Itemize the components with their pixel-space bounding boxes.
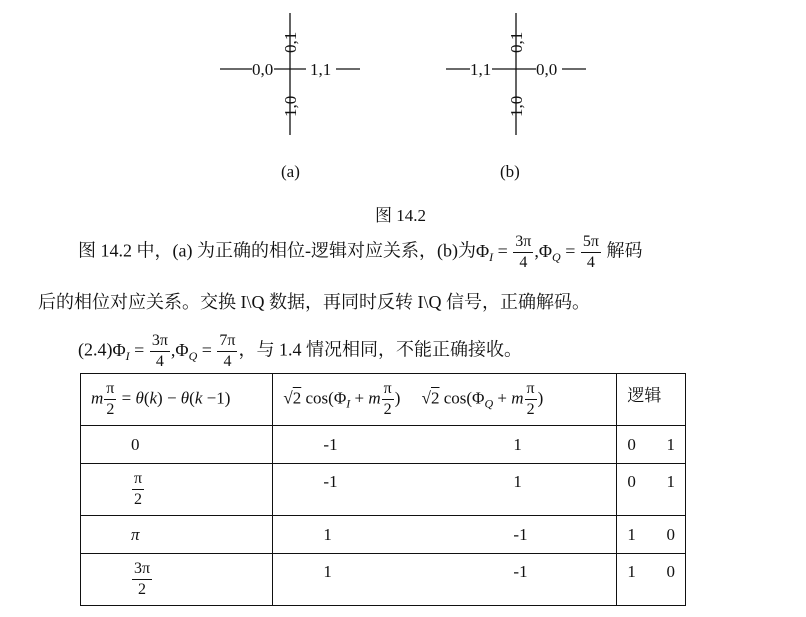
bit-1: 1 [627,561,636,581]
i-value: 1 [323,524,332,544]
phase-logic-table [80,373,686,606]
phase-cell: π [131,524,140,544]
bit-1: 0 [627,434,636,454]
phi-i-denominator-2: 4 [155,353,164,370]
table-row [81,464,686,516]
paragraph-1-tail: 解码 [606,240,643,261]
paragraph-2-tail: ，与 1.4 情况相同，不能正确接收。 [238,339,522,360]
label-right: 1,1 [310,60,332,79]
label-left: 0,0 [252,60,274,79]
bit-2: 0 [666,561,675,581]
label-bottom: 1,0 [281,95,300,117]
header-phase-difference: m $\frac{\pi}{2}$ = θ(k) − θ(k −1) [81,374,273,426]
phase-fraction: $\frac{3\pi}{2}$ [134,560,151,598]
paragraph-2-prefix: (2.4) [78,339,113,360]
phi-i-denominator: 4 [519,254,528,271]
phi-q-denominator-2: 4 [223,353,232,370]
i-value: -1 [323,471,338,491]
constellation-diagram-a [210,5,370,140]
q-value: -1 [513,561,528,581]
bit-2: 0 [666,524,675,544]
table-header-row [81,374,686,426]
paragraph-1-lead: 图 14.2 中，(a) 为正确的相位-逻辑对应关系，(b)为 [78,240,476,261]
i-value: -1 [323,434,338,454]
paragraph-2 [78,333,522,370]
figure-title: 图 14.2 [375,206,426,225]
phase-cell: 0 [131,434,140,454]
header-logic: 逻辑 [617,374,686,426]
caption-a: (a) [281,162,300,181]
label-bottom: 1,0 [507,95,526,117]
phi-q-denominator: 4 [586,254,595,271]
label-top: 0,1 [281,31,300,53]
phase-fraction: $\frac{\pi}{2}$ [134,470,143,508]
paragraph-1-line-2: 后的相位对应关系。交换 I\Q 数据，再同时反转 I\Q 信号，正确解码。 [38,292,590,312]
label-top: 0,1 [507,31,526,53]
q-value: -1 [513,524,528,544]
label-right: 0,0 [536,60,558,79]
phi-i-numerator: 3π [513,234,533,253]
bit-2: 1 [666,434,675,454]
sqrt-icon: √ [283,388,293,408]
phi-q-numerator-2: 7π [217,333,237,352]
phi-i-numerator-2: 3π [150,333,170,352]
phi-i-q-equation-2: $\Phi_I$ = $\frac{3\pi}{4}$ $,\Phi_Q$ = $\frac{7\pi}{4}$ [112,332,236,370]
bit-1: 0 [627,471,636,491]
phi-i-equation: $\Phi_I$ = $\frac{3\pi}{4}$ $,\Phi_Q$ = $\frac{5\pi}{4}$ [475,233,599,271]
phi-q-numerator: 5π [581,234,601,253]
q-value: 1 [513,471,522,491]
paragraph-1-line-1 [78,234,642,271]
table-row [81,554,686,606]
label-left: 1,1 [470,60,492,79]
i-value: 1 [323,561,332,581]
bit-1: 1 [627,524,636,544]
bit-2: 1 [666,471,675,491]
caption-b: (b) [500,162,520,181]
header-iq-values: √2 $\cos(\Phi_I + m$ $\frac{\pi}{2}$ ) √2 $\cos(\Phi_Q + m$ $\frac{\pi}{2}$ ) [273,374,617,426]
constellation-diagram-b [436,5,596,140]
sqrt-icon: √ [421,388,431,408]
table-row [81,516,686,554]
q-value: 1 [513,434,522,454]
table-row [81,426,686,464]
